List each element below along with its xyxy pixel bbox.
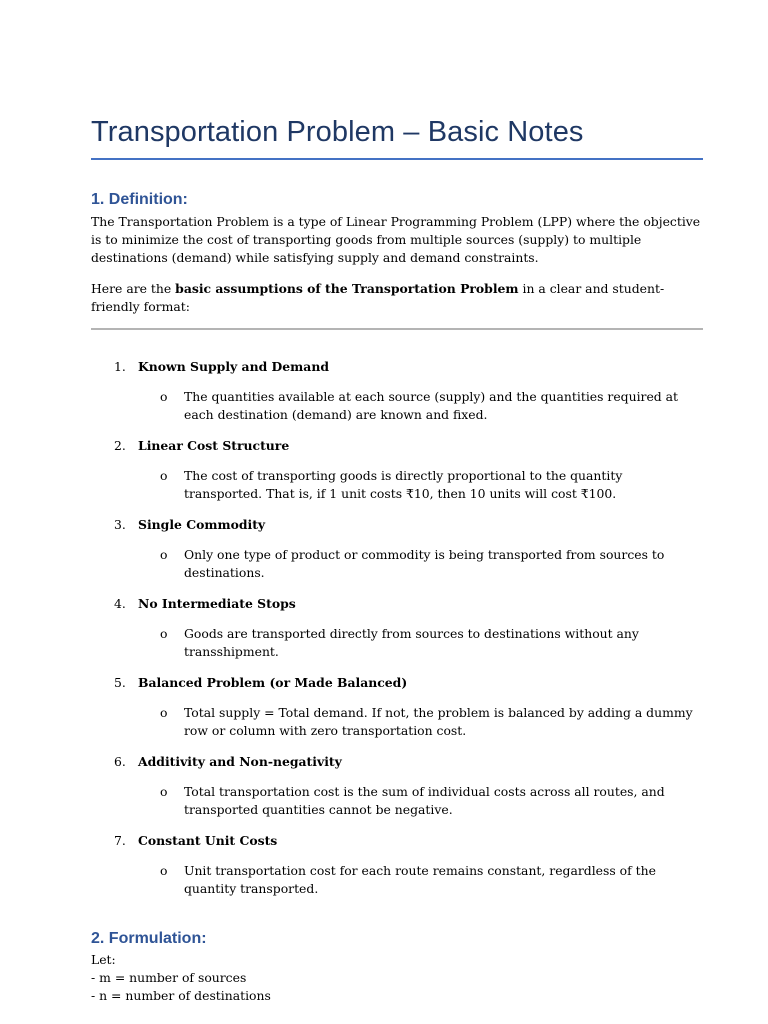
section-heading-formulation: 2. Formulation: (91, 930, 207, 947)
intro-bold: basic assumptions of the Transportation Problem (175, 281, 519, 296)
intro-suffix: in a clear and student-friendly format: (91, 281, 665, 314)
assumption-title: No Intermediate Stops (138, 596, 296, 611)
assumption-description: Total supply = Total demand. If not, the problem is balanced by adding a dummy row or column with zero transportation cost. (184, 705, 693, 738)
assumption-title: Known Supply and Demand (138, 359, 329, 374)
assumptions-intro (91, 280, 703, 316)
bullet-icon: o (160, 863, 168, 878)
bullet-icon: o (160, 784, 168, 799)
formulation-line: - m = number of sources (91, 970, 247, 985)
assumption-description: Goods are transported directly from sources to destinations without any transshipment. (184, 626, 639, 659)
assumption-description: Total transportation cost is the sum of individual costs across all routes, and transported quantities cannot be negative. (184, 784, 665, 817)
bullet-icon: o (160, 705, 168, 720)
assumption-description: The quantities available at each source (supply) and the quantities required at each destination (demand) are known and fixed. (184, 389, 679, 422)
section-heading-definition: 1. Definition: (91, 191, 188, 208)
assumption-number: 7. (114, 833, 126, 848)
page-title: Transportation Problem – Basic Notes (91, 116, 584, 148)
assumption-number: 1. (114, 359, 126, 374)
bullet-icon: o (160, 389, 168, 404)
assumption-description: Only one type of product or commodity is being transported from sources to destinations. (184, 547, 665, 580)
bullet-icon: o (160, 626, 168, 641)
assumption-description: Unit transportation cost for each route remains constant, regardless of the quantity transported. (184, 863, 656, 896)
horizontal-divider (91, 328, 703, 330)
assumption-number: 6. (114, 754, 126, 769)
bullet-icon: o (160, 547, 168, 562)
assumption-number: 4. (114, 596, 126, 611)
assumption-title: Balanced Problem (or Made Balanced) (138, 675, 408, 690)
assumption-title: Single Commodity (138, 517, 266, 532)
assumption-number: 5. (114, 675, 126, 690)
assumption-number: 2. (114, 438, 126, 453)
formulation-line: Let: (91, 952, 116, 967)
intro-prefix: Here are the (91, 281, 176, 296)
title-underline (91, 158, 703, 160)
definition-paragraph: The Transportation Problem is a type of Linear Programming Problem (LPP) where the objective is to minimize the cost of transporting goods from multiple sources (supply) to multiple destinations (demand) while satisfying supply and demand constraints. (91, 214, 701, 265)
assumption-description: The cost of transporting goods is directly proportional to the quantity transported. That is, if 1 unit costs ₹10, then 10 units will cost ₹100. (184, 468, 623, 501)
formulation-line: - n = number of destinations (91, 988, 271, 1003)
bullet-icon: o (160, 468, 168, 483)
assumption-number: 3. (114, 517, 126, 532)
assumption-title: Constant Unit Costs (138, 833, 278, 848)
assumption-title: Additivity and Non-negativity (138, 754, 342, 769)
assumption-title: Linear Cost Structure (138, 438, 290, 453)
